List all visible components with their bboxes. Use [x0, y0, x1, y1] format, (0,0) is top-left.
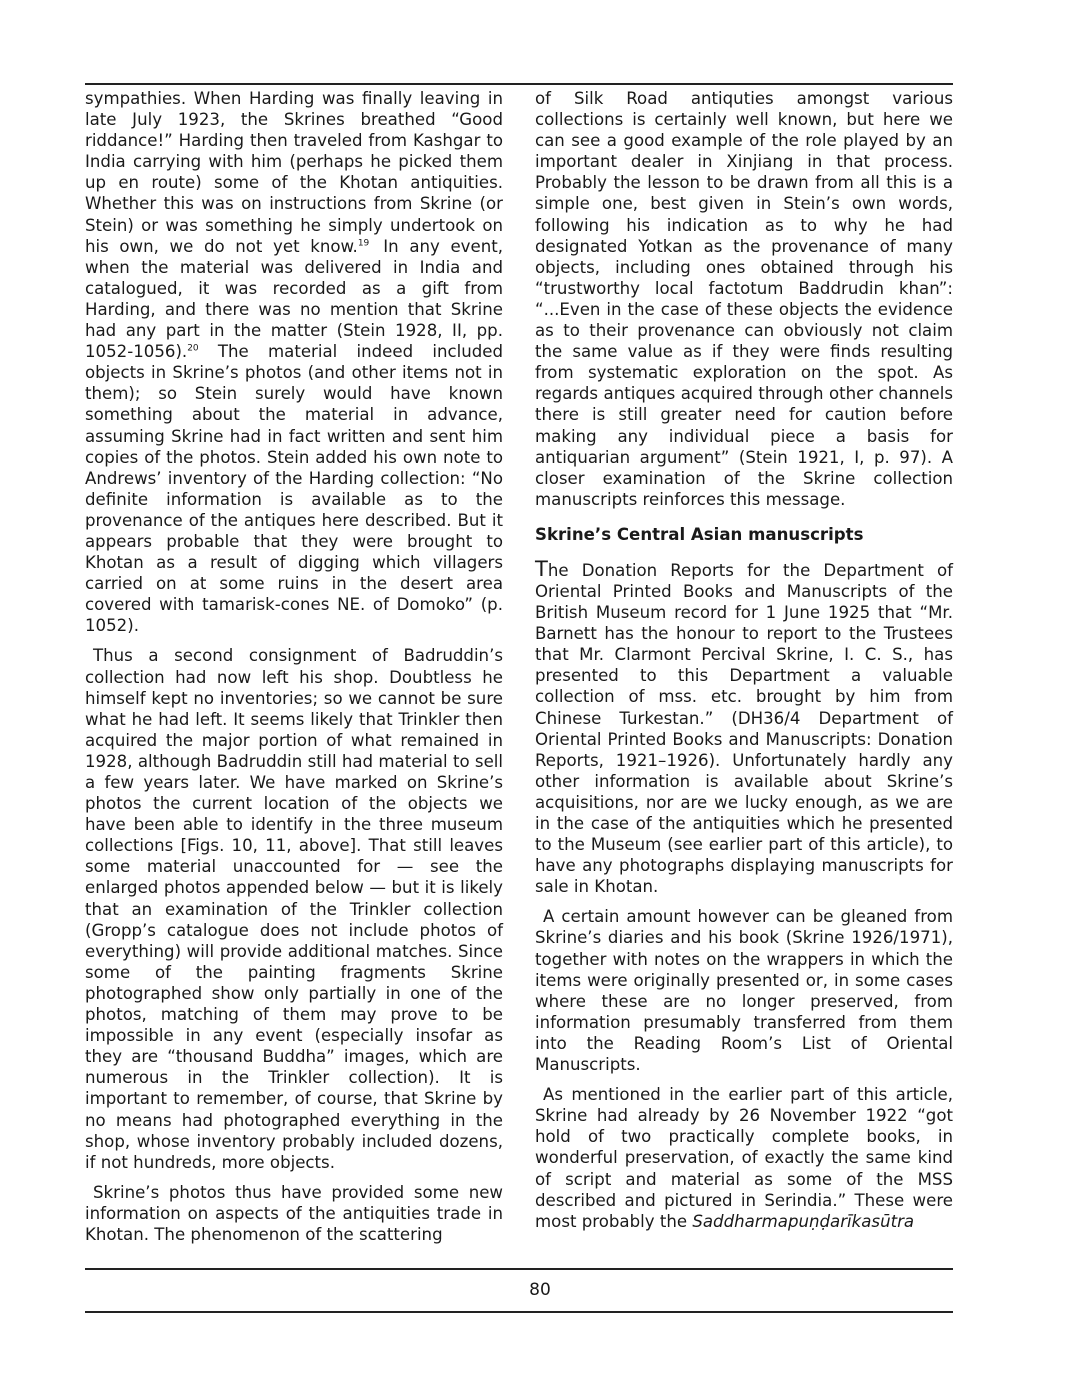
left-column	[85, 88, 503, 1254]
right-column	[535, 88, 953, 1241]
footnote-ref-20: 20	[187, 343, 199, 354]
footer-rule-bottom	[85, 1311, 953, 1313]
italic-title: Saddharmapuṇḍarīkasūtra	[692, 1211, 915, 1231]
footnote-ref-19: 19	[357, 238, 370, 249]
paragraph-harding: sympathies. When Harding was finally leaving in late July 1923, the Skrines breathed “Good riddance!” Harding then traveled from Kashgar to India carrying with him (perhaps he picked them up en route) some of the Khotan antiquities. Whether this was on instructions from Skrine (or Stein) or was something he simply undertook on his own, we do not yet know.$^{19}$ In any event, when the material was delivered in India and catalogued, it was recorded as a gift from Harding, and there was no mention that Skrine had any part in the matter (Stein 1928, II, pp. 1052-1056).$^{20}$ The material indeed included objects in Skrine’s photos (and other items not in them); so Stein surely would have known something about the material in advance, assuming Skrine had in fact written and sent him copies of the photos. Stein added his own note to Andrews’ inventory of the Harding collection: “No definite information is available as to the provenance of the antiques here described. But it appears probable that they were brought to Khotan as a result of digging which villagers carried on at some ruins in the desert area covered with tamarisk-cones NE. of Domoko” (p. 1052).	[85, 89, 503, 636]
section-heading: Skrine’s Central Asian manuscripts	[535, 524, 864, 544]
paragraph-skrine-photos: Skrine’s photos thus have provided some new information on aspects of the antiquities trade in Khotan. The phenomenon of the scattering	[85, 1182, 503, 1244]
paragraph-donation-reports: The Donation Reports for the Department of Oriental Printed Books and Manuscripts of the British Museum record for 1 June 1925 that “Mr. Barnett has the honour to report to the Trustees that Mr. Clarmont Percival Skrine, I. C. S., has presented to this Department a valuable collection of mss. etc. brought by him from Chinese Turkestan.” (DH36/4 Department of Oriental Printed Books and Manuscripts: Donation Reports, 1921–1926). Unfortunately hardly any other information is available about Skrine’s acquisitions, nor are we lucky enough, as we are in the case of the antiquities which he presented to the Museum (see earlier part of this article), to have any photographs displaying manuscripts for sale in Khotan.	[535, 556, 953, 897]
page-number: 80	[529, 1280, 551, 1300]
paragraph-second-consignment: Thus a second consignment of Badruddin’s collection had now left his shop. Doubtless he himself kept no inventories; so we cannot be sure what he had left. It seems likely that Trinkler then acquired the major portion of what remained in 1928, although Badruddin still had material to sell a few years later. We have marked on Skrine’s photos the current location of the objects we have been able to identify in the three museum collections [Figs. 10, 11, above]. That still leaves some material unaccounted for — see the enlarged photos appended below — but it is likely that an examination of the Trinkler collection (Gropp’s catalogue does not include photos of everything) will provide additional matches. Since some of the painting fragments Skrine photographed show only partially in one of the photos, matching of them may prove to be impossible in any event (especially insofar as they are “thousand Buddha” images, which are numerous in the Trinkler collection). It is important to remember, of course, that Skrine by no means had photographed everything in the shop, whose inventory probably included dozens, if not hundreds, more objects.	[85, 646, 503, 1172]
footer-rule-top	[85, 1268, 953, 1270]
drop-cap: T	[535, 556, 548, 581]
header-rule	[85, 83, 953, 85]
paragraph-silk-road: of Silk Road antiquties amongst various collections is certainly well known, but here we can see a good example of the role played by an important dealer in Xinjiang in that process. Probably the lesson to be drawn from all this is a simple one, best given in Stein’s own words, following his indication as to why he had designated Yotkan as the provenance of many objects, including ones obtained through his “trustworthy local factotum Baddrudin khan”: “...Even in the case of these objects the evidence as to their provenance can obviously not claim the same value as if they were finds resulting from systematic exploration on the spot. As regards antiques acquired through other channels there is still greater need for caution before making any individual piece a basis for antiquarian argument” (Stein 1921, I, p. 97). A closer examination of the Skrine collection manuscripts reinforces this message.	[535, 89, 953, 509]
paragraph-diaries: A certain amount however can be gleaned from Skrine’s diaries and his book (Skrine 1926/1971), together with notes on the wrappers in which the items were originally presented or, in some cases where these are no longer preserved, from information presumably transferred from them into the Reading Room’s List of Oriental Manuscripts.	[535, 907, 953, 1075]
paragraph-earlier-part: As mentioned in the earlier part of this article, Skrine had already by 26 November 1922 “got hold of two practically complete books, in wonderful preservation, of exactly the same kind of script and material as some of the MSS described and pictured in Serindia.” These were most probably the Saddharmapuṇḍarīkasūtra	[535, 1085, 953, 1231]
